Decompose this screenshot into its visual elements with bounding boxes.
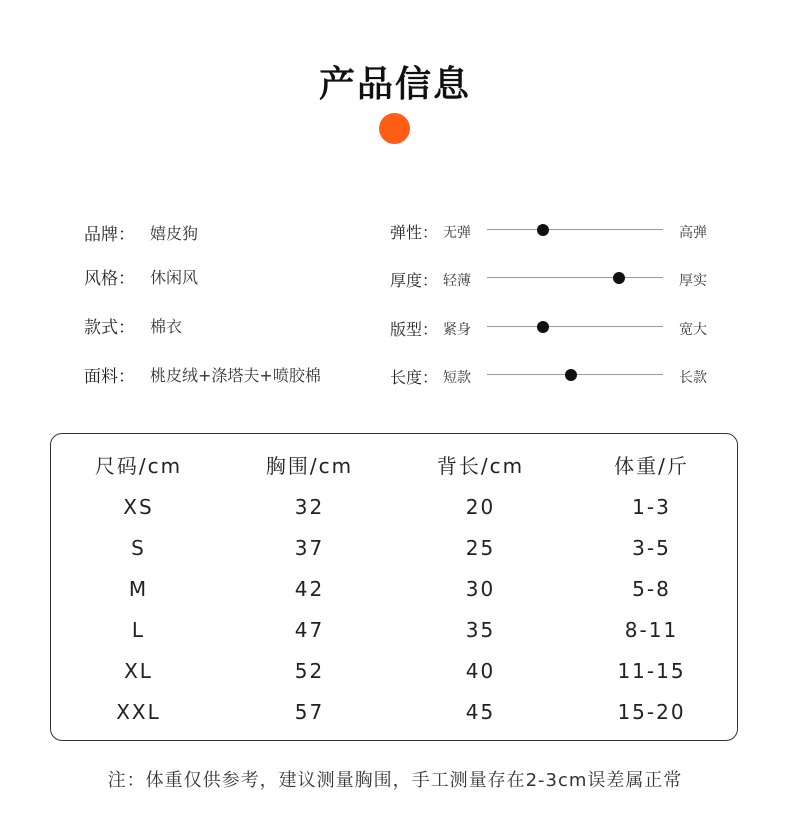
attr-track <box>487 326 663 327</box>
header-cell: 背长/cm <box>436 454 525 478</box>
table-row <box>51 571 737 607</box>
size-table-header <box>51 448 737 484</box>
header-cell: 尺码/cm <box>94 454 183 478</box>
table-cell: 30 <box>465 577 496 601</box>
table-cell: 40 <box>465 659 496 683</box>
table-cell: XL <box>124 659 153 683</box>
footnote: 注：体重仅供参考，建议测量胸围，手工测量存在2-3cm误差属正常 <box>107 770 683 791</box>
size-table <box>50 433 738 741</box>
info-row-type <box>84 313 182 337</box>
attr-track <box>487 277 663 278</box>
info-value: 桃皮绒+涤塔夫+喷胶棉 <box>150 365 321 385</box>
info-row-brand <box>84 220 198 244</box>
attr-label: 版型： <box>390 320 439 339</box>
info-label: 面料： <box>84 366 135 387</box>
info-value: 休闲风 <box>150 267 199 287</box>
table-cell: 35 <box>465 618 496 642</box>
table-cell: 15-20 <box>617 700 686 724</box>
attr-label: 弹性： <box>390 223 439 242</box>
table-cell: 45 <box>465 700 496 724</box>
attr-low-label: 无弹 <box>443 225 471 241</box>
table-row <box>51 653 737 689</box>
info-value: 棉衣 <box>150 316 183 336</box>
table-cell: M <box>128 577 149 601</box>
table-cell: 8-11 <box>624 618 679 642</box>
attr-knob <box>537 321 549 333</box>
info-label: 款式： <box>84 317 135 338</box>
attr-track <box>487 229 663 230</box>
attr-row-thickness <box>390 266 720 290</box>
table-cell: 42 <box>294 577 325 601</box>
attr-low-label: 轻薄 <box>443 273 471 289</box>
info-label: 品牌： <box>84 224 135 245</box>
header-cell: 胸围/cm <box>265 454 354 478</box>
accent-dot <box>379 113 410 144</box>
table-cell: 11-15 <box>617 659 686 683</box>
attr-high-label: 厚实 <box>679 273 707 289</box>
table-cell: XXL <box>116 700 161 724</box>
page-title: 产品信息 <box>318 64 471 105</box>
table-row <box>51 612 737 648</box>
table-cell: 57 <box>294 700 325 724</box>
table-row <box>51 694 737 730</box>
info-label: 风格： <box>84 268 135 289</box>
attr-row-fit <box>390 315 720 339</box>
attr-label: 厚度： <box>390 271 439 290</box>
attr-low-label: 短款 <box>443 370 471 386</box>
info-row-style <box>84 264 198 288</box>
table-row <box>51 489 737 525</box>
attr-high-label: 长款 <box>679 370 707 386</box>
table-cell: XS <box>123 495 154 519</box>
table-cell: 37 <box>294 536 325 560</box>
header-cell: 体重/斤 <box>614 454 689 478</box>
table-cell: 20 <box>465 495 496 519</box>
attr-label: 长度： <box>390 368 439 387</box>
table-cell: 5-8 <box>632 577 671 601</box>
attr-track <box>487 374 663 375</box>
table-cell: 47 <box>294 618 325 642</box>
attr-low-label: 紧身 <box>443 322 471 338</box>
attr-knob <box>613 272 625 284</box>
attr-high-label: 高弹 <box>679 225 707 241</box>
attr-high-label: 宽大 <box>679 322 707 338</box>
table-cell: 52 <box>294 659 325 683</box>
table-cell: 32 <box>294 495 325 519</box>
table-cell: S <box>131 536 146 560</box>
table-cell: L <box>131 618 146 642</box>
attr-row-elasticity <box>390 218 720 242</box>
info-row-fabric <box>84 362 321 386</box>
attr-knob <box>565 369 577 381</box>
table-row <box>51 530 737 566</box>
attr-knob <box>537 224 549 236</box>
table-cell: 3-5 <box>632 536 671 560</box>
table-cell: 1-3 <box>632 495 671 519</box>
attr-row-length <box>390 363 720 387</box>
info-value: 嬉皮狗 <box>150 223 199 243</box>
table-cell: 25 <box>465 536 496 560</box>
